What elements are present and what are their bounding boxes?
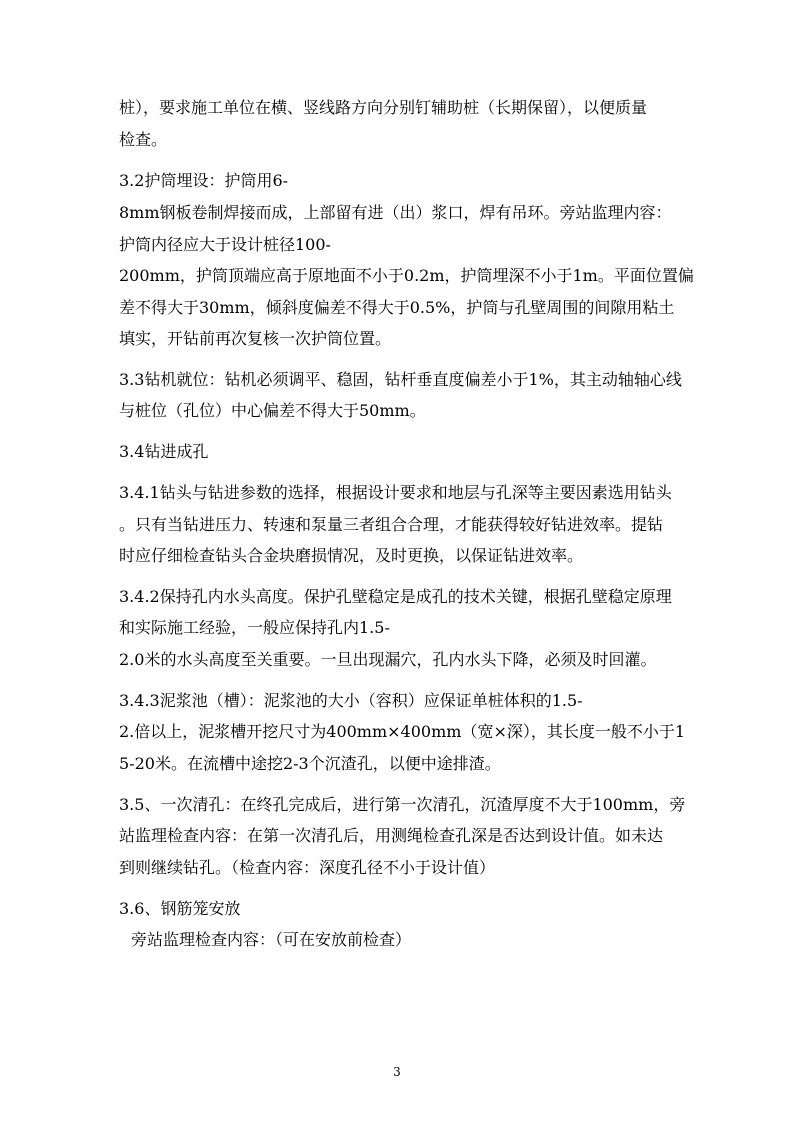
text-line: 5-20米。在流槽中途挖2-3个沉渣孔，以便中途排渣。 <box>119 754 501 773</box>
section-3-5-line: 3.5、一次清孔：在终孔完成后，进行第一次清孔，沉渣厚度不大于100mm，旁 <box>119 795 686 814</box>
text-line: 到则继续钻孔。（检查内容：深度孔径不小于设计值） <box>119 858 496 877</box>
section-3-4-2-line: 3.4.2保持孔内水头高度。保护孔壁稳定是成孔的技术关键，根据孔壁稳定原理 <box>119 587 672 606</box>
text-line: 填实，开钻前再次复核一次护筒位置。 <box>119 329 392 348</box>
text-line: 。只有当钻进压力、转速和泵量三者组合合理，才能获得较好钻进效率。提钻 <box>119 515 664 534</box>
text-line: 护筒内径应大于设计桩径100- <box>119 235 331 254</box>
text-line: 和实际施工经验，一般应保持孔内1.5- <box>119 618 390 637</box>
text-line: 旁站监理检查内容：（可在安放前检查） <box>131 930 412 949</box>
section-3-2-line: 3.2护筒埋设：护筒用6- <box>119 171 289 190</box>
text-line: 差不得大于30mm，倾斜度偏差不得大于0.5%，护筒与孔壁周围的间隙用粘土 <box>119 298 675 317</box>
text-line: 8mm钢板卷制焊接而成，上部留有进（出）浆口，焊有吊环。旁站监理内容： <box>119 203 672 222</box>
section-3-4-1-line: 3.4.1钻头与钻进参数的选择，根据设计要求和地层与孔深等主要因素选用钻头 <box>119 483 672 502</box>
text-line: 桩），要求施工单位在横、竖线路方向分别钉辅助桩（长期保留），以便质量 <box>119 98 648 117</box>
section-3-3-line: 3.3钻机就位：钻机必须调平、稳固，钻杆垂直度偏差小于1%，其主动轴轴心线 <box>119 370 682 389</box>
text-line: 2.倍以上，泥浆槽开挖尺寸为400mm×400mm（宽×深），其长度一般不小于1 <box>119 722 686 741</box>
text-line: 时应仔细检查钻头合金块磨损情况，及时更换，以保证钻进效率。 <box>119 546 584 565</box>
page-number: 3 <box>393 1065 401 1079</box>
section-3-4-heading: 3.4钻进成孔 <box>119 442 209 461</box>
text-line: 站监理检查内容：在第一次清孔后，用测绳检查孔深是否达到设计值。如未达 <box>119 826 664 845</box>
section-3-6-heading: 3.6、钢筋笼安放 <box>119 899 241 918</box>
section-3-4-3-line: 3.4.3泥浆池（槽）：泥浆池的大小（容积）应保证单桩体积的1.5- <box>119 691 583 710</box>
text-line: 与桩位（孔位）中心偏差不得大于50mm。 <box>119 401 426 420</box>
text-line: 2.0米的水头高度至关重要。一旦出现漏穴，孔内水头下降，必须及时回灌。 <box>119 650 657 669</box>
text-line: 检查。 <box>119 130 168 149</box>
text-line: 200mm，护筒顶端应高于原地面不小于0.2m，护筒埋深不小于1m。平面位置偏 <box>119 266 694 285</box>
